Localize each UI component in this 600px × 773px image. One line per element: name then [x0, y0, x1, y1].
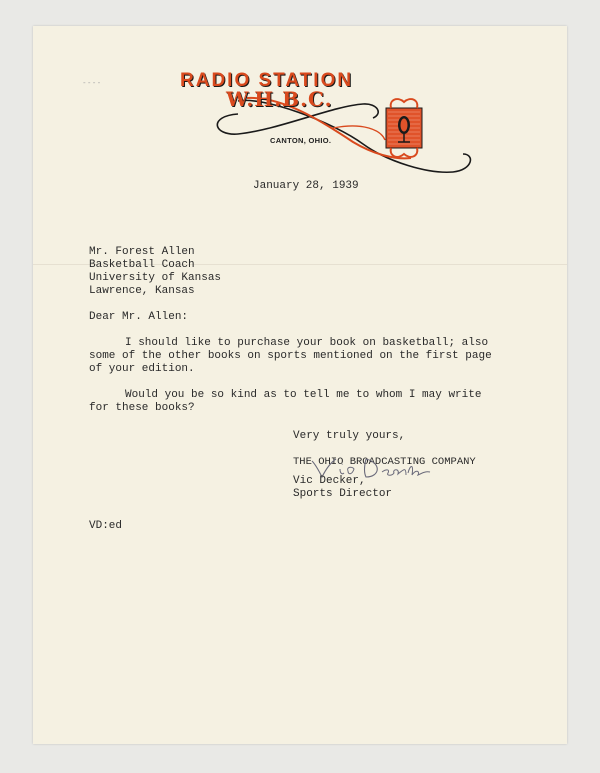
body-line: for these books? — [89, 402, 195, 414]
body-line: of your edition. — [89, 363, 195, 375]
microphone-emblem-icon — [383, 94, 425, 160]
recipient-line: Lawrence, Kansas — [89, 285, 195, 297]
station-title: RADIO STATION — [180, 70, 354, 91]
recipient-line: University of Kansas — [89, 272, 222, 284]
call-letters: W.H.B.C. — [226, 87, 333, 111]
station-city: CANTON, OHIO. — [270, 136, 332, 145]
signer-title: Sports Director — [293, 488, 393, 500]
letterhead — [33, 26, 567, 196]
signer-name: Vic Decker, — [293, 475, 366, 487]
margin-mark: - - - - — [83, 78, 101, 87]
body-line: I should like to purchase your book on basketball; also — [125, 337, 489, 349]
letter-date: January 28, 1939 — [253, 180, 359, 192]
body-line: some of the other books on sports mentioned on the first page — [89, 350, 492, 362]
body-line: Would you be so kind as to tell me to whom I may write — [125, 389, 482, 401]
company-name: THE OHIO BROADCASTING COMPANY — [293, 456, 476, 468]
recipient-line: Basketball Coach — [89, 259, 195, 271]
letterhead-flourish — [33, 26, 567, 196]
valediction: Very truly yours, — [293, 430, 406, 442]
letter-page — [33, 26, 567, 744]
salutation: Dear Mr. Allen: — [89, 311, 189, 323]
recipient-line: Mr. Forest Allen — [89, 246, 195, 258]
reference-initials: VD:ed — [89, 520, 123, 532]
